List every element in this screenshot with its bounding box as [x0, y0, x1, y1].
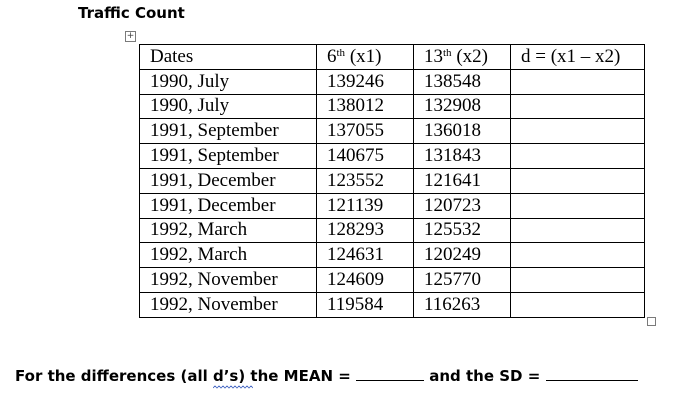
cell-date: 1991, December [140, 193, 317, 218]
cell-diff[interactable] [511, 218, 645, 243]
cell-diff[interactable] [511, 144, 645, 169]
header-x1 [317, 45, 414, 70]
cell-x2: 131843 [414, 144, 511, 169]
header-x1-sup: th [336, 46, 346, 59]
cell-x1: 139246 [317, 69, 414, 94]
table-row [140, 218, 645, 243]
cell-diff[interactable] [511, 268, 645, 293]
table-row [140, 292, 645, 317]
sd-answer-blank[interactable] [546, 366, 638, 381]
cell-x1: 140675 [317, 144, 414, 169]
cell-x2: 120723 [414, 193, 511, 218]
spelling-squiggle-icon [213, 385, 253, 389]
cell-x2: 125532 [414, 218, 511, 243]
header-x2-rest: (x2) [451, 45, 488, 67]
footer-word-text: d’s) [212, 367, 246, 385]
table-row [140, 168, 645, 193]
cell-x1: 137055 [317, 119, 414, 144]
table-row [140, 268, 645, 293]
cell-diff[interactable] [511, 94, 645, 119]
footer-text-mean: the MEAN = [245, 367, 357, 385]
cell-x2: 136018 [414, 119, 511, 144]
cell-x1: 124631 [317, 243, 414, 268]
table-row [140, 144, 645, 169]
header-x1-num: 6 [327, 45, 337, 67]
header-x2-sup: th [443, 46, 452, 59]
cell-date: 1990, July [140, 94, 317, 119]
cell-date: 1992, November [140, 292, 317, 317]
mean-answer-blank[interactable] [356, 366, 424, 381]
footer-text-before: For the differences (all [15, 367, 213, 385]
header-x1-rest: (x1) [345, 45, 382, 67]
header-x2 [414, 45, 511, 70]
cell-x1: 119584 [317, 292, 414, 317]
traffic-table [139, 44, 645, 318]
cell-date: 1992, March [140, 243, 317, 268]
cell-x1: 123552 [317, 168, 414, 193]
cell-diff[interactable] [511, 193, 645, 218]
document-title: Traffic Count [78, 4, 185, 22]
table-resize-handle[interactable] [647, 317, 656, 326]
cell-x1: 124609 [317, 268, 414, 293]
cell-date: 1991, December [140, 168, 317, 193]
cell-x2: 138548 [414, 69, 511, 94]
header-dates: Dates [140, 45, 317, 70]
table-header-row [140, 45, 645, 70]
footer-text-sd: and the SD = [424, 367, 546, 385]
cell-x2: 121641 [414, 168, 511, 193]
cell-diff[interactable] [511, 243, 645, 268]
cell-diff[interactable] [511, 69, 645, 94]
cell-x2: 116263 [414, 292, 511, 317]
table-row [140, 119, 645, 144]
cell-x2: 125770 [414, 268, 511, 293]
cell-x2: 132908 [414, 94, 511, 119]
header-x2-num: 13 [424, 45, 443, 67]
table-move-handle-icon[interactable]: + [126, 31, 135, 41]
cell-date: 1992, November [140, 268, 317, 293]
footer-word [213, 367, 245, 385]
header-diff: d = (x1 – x2) [511, 45, 645, 70]
cell-diff[interactable] [511, 168, 645, 193]
table-row [140, 193, 645, 218]
cell-diff[interactable] [511, 119, 645, 144]
cell-date: 1992, March [140, 218, 317, 243]
footer-question [15, 366, 638, 385]
table-row [140, 94, 645, 119]
cell-x1: 138012 [317, 94, 414, 119]
cell-x1: 121139 [317, 193, 414, 218]
cell-x1: 128293 [317, 218, 414, 243]
cell-x2: 120249 [414, 243, 511, 268]
table-row [140, 69, 645, 94]
cell-date: 1991, September [140, 119, 317, 144]
cell-diff[interactable] [511, 292, 645, 317]
cell-date: 1990, July [140, 69, 317, 94]
cell-date: 1991, September [140, 144, 317, 169]
table-row [140, 243, 645, 268]
